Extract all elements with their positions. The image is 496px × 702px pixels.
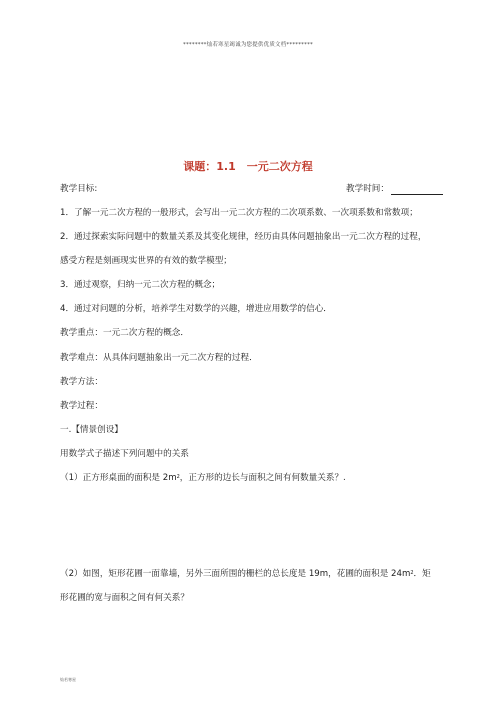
header-note: ********灿若寒星竭诚为您提供优质文档********* bbox=[183, 42, 313, 48]
teaching-method: 教学方法： bbox=[60, 377, 103, 387]
teaching-difficulty: 教学难点：从具体问题抽象出一元二次方程的过程． bbox=[60, 353, 258, 363]
question-2-superscript: 2 bbox=[410, 570, 414, 576]
goal-line-2b: 感受方程是刻画现实世界的有效的数学模型； bbox=[60, 256, 232, 266]
question-2 bbox=[60, 569, 431, 580]
teaching-process: 教学过程： bbox=[60, 401, 103, 411]
goal-line-2a: 2．通过探索实际问题中的数量关系及其变化规律，经历由具体问题抽象出一元二次方程的过程， bbox=[60, 232, 427, 242]
question-1-text-end: ，正方形的边长与面积之间有何数量关系？. bbox=[179, 473, 346, 483]
teaching-goal-label: 教学目标: bbox=[60, 184, 98, 194]
teaching-key-point: 教学重点：一元二次方程的概念． bbox=[60, 328, 189, 338]
footer-note: 灿若寒星 bbox=[60, 677, 76, 682]
question-2-text-end: ．矩 bbox=[413, 569, 431, 579]
lesson-title: 课题：1.1 一元二次方程 bbox=[183, 160, 313, 173]
teaching-time-label: 教学时间： bbox=[346, 184, 389, 194]
goal-line-4: 4．通过对问题的分析，培养学生对数学的兴趣，增进应用数学的信心． bbox=[60, 304, 332, 314]
question-1-superscript: 2 bbox=[176, 474, 180, 480]
goal-line-3: 3．通过观察，归纳一元二次方程的概念； bbox=[60, 280, 221, 290]
question-1 bbox=[60, 473, 346, 484]
teaching-time bbox=[346, 184, 443, 195]
question-2-continued: 形花圃的宽与面积之间有何关系？ bbox=[60, 593, 189, 603]
intro-text: 用数学式子描述下列问题中的关系 bbox=[60, 449, 189, 459]
teaching-time-blank bbox=[391, 185, 443, 195]
section-heading: 一.【情景创设】 bbox=[60, 425, 123, 435]
question-2-text: （2）如图，矩形花圃一面靠墙，另外三面所围的栅栏的总长度是 19m，花圃的面积是 24m bbox=[60, 569, 411, 579]
question-1-text: （1）正方形桌面的面积是 2m bbox=[60, 473, 177, 483]
goal-line-1: 1．了解一元二次方程的一般形式，会写出一元二次方程的二次项系数、一次项系数和常数项； bbox=[60, 208, 418, 218]
